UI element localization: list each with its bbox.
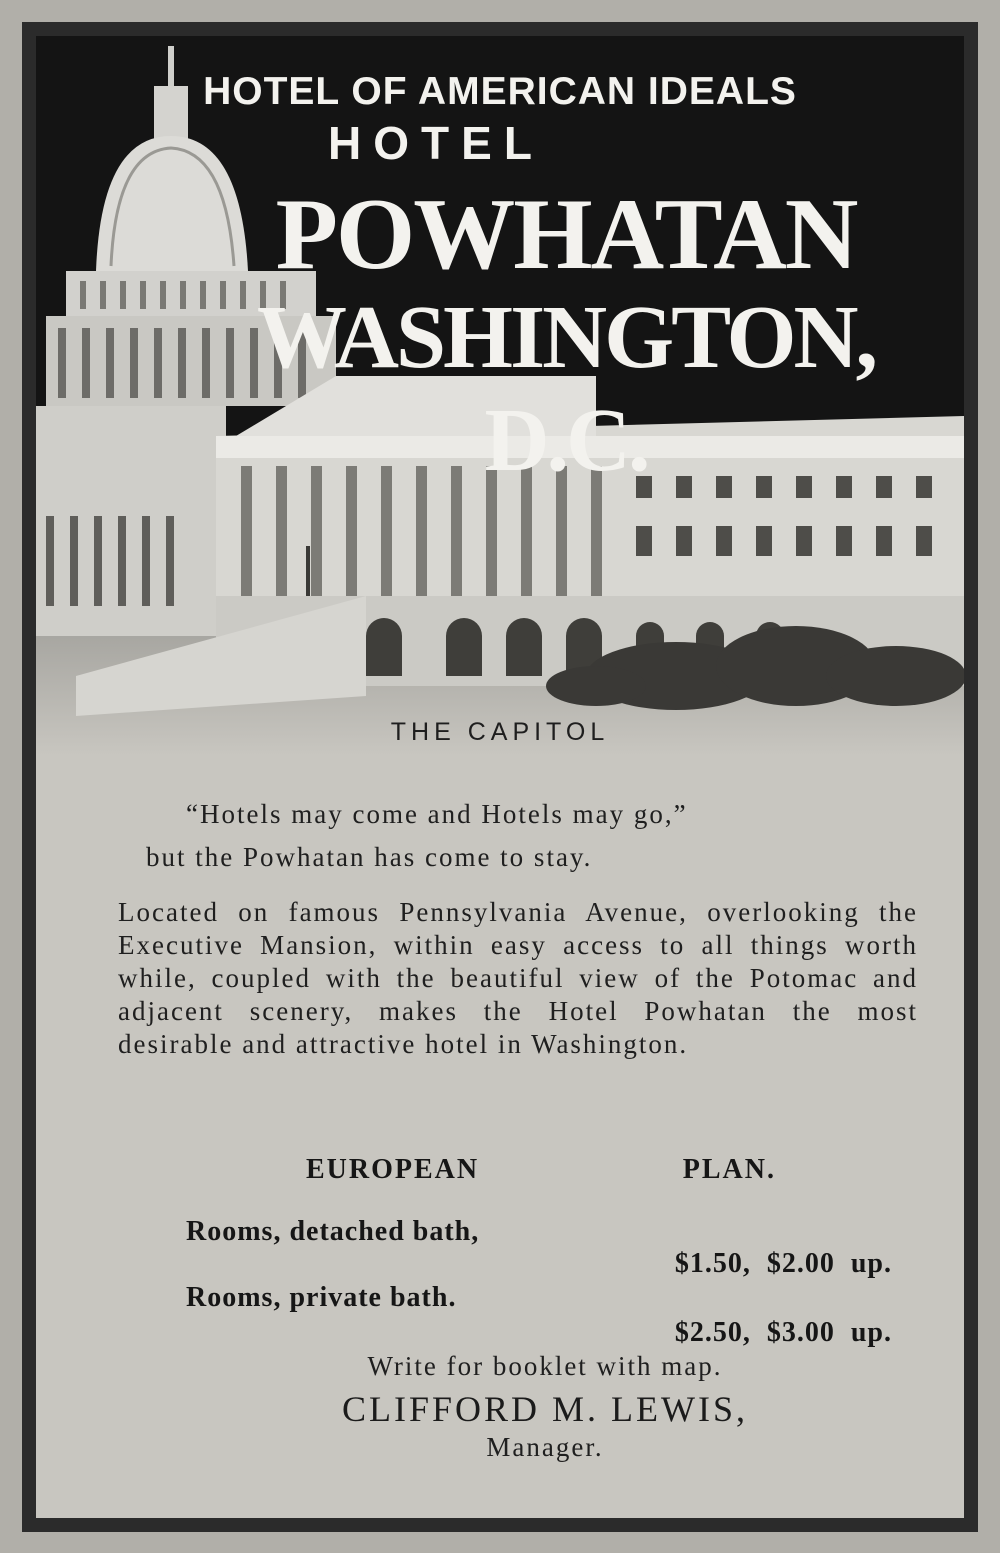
hotel-name: POWHATAN (275, 178, 857, 291)
room-detached-label: Rooms, detached bath, (186, 1216, 480, 1247)
hotel-city: WASHINGTON, D.C. (256, 288, 875, 490)
hotel-word: HOTEL (328, 117, 544, 169)
plan-title-left: EUROPEAN (306, 1154, 480, 1185)
manager-title: Manager. (486, 1432, 604, 1462)
advertisement (36, 36, 964, 1518)
hotel-description: Located on famous Pennsylvania Avenue, overlooking the Executive Mansion, within easy access to all things worth while, coupled with the beautiful view of the Potomac and adjacent scenery, makes the Hotel Powhatan the most desirable and attractive hotel in Washington. (118, 897, 918, 1059)
plan-title-right: PLAN. (682, 1154, 776, 1185)
room-detached-price: $1.50, $2.00 up. (674, 1248, 892, 1279)
room-private-price: $2.50, $3.00 up. (674, 1317, 892, 1348)
tagline: HOTEL OF AMERICAN IDEALS (203, 70, 797, 113)
booklet-offer: Write for booklet with map. (367, 1351, 723, 1381)
quote-line-1: “Hotels may come and Hotels may go,” (186, 799, 688, 829)
quote-line-2: but the Powhatan has come to stay. (146, 842, 593, 872)
manager-name: CLIFFORD M. LEWIS, (341, 1389, 749, 1429)
illustration-caption: THE CAPITOL (390, 718, 610, 746)
room-private-label: Rooms, private bath. (186, 1282, 457, 1313)
plan-title (306, 1154, 776, 1186)
lamp-post (306, 546, 310, 596)
